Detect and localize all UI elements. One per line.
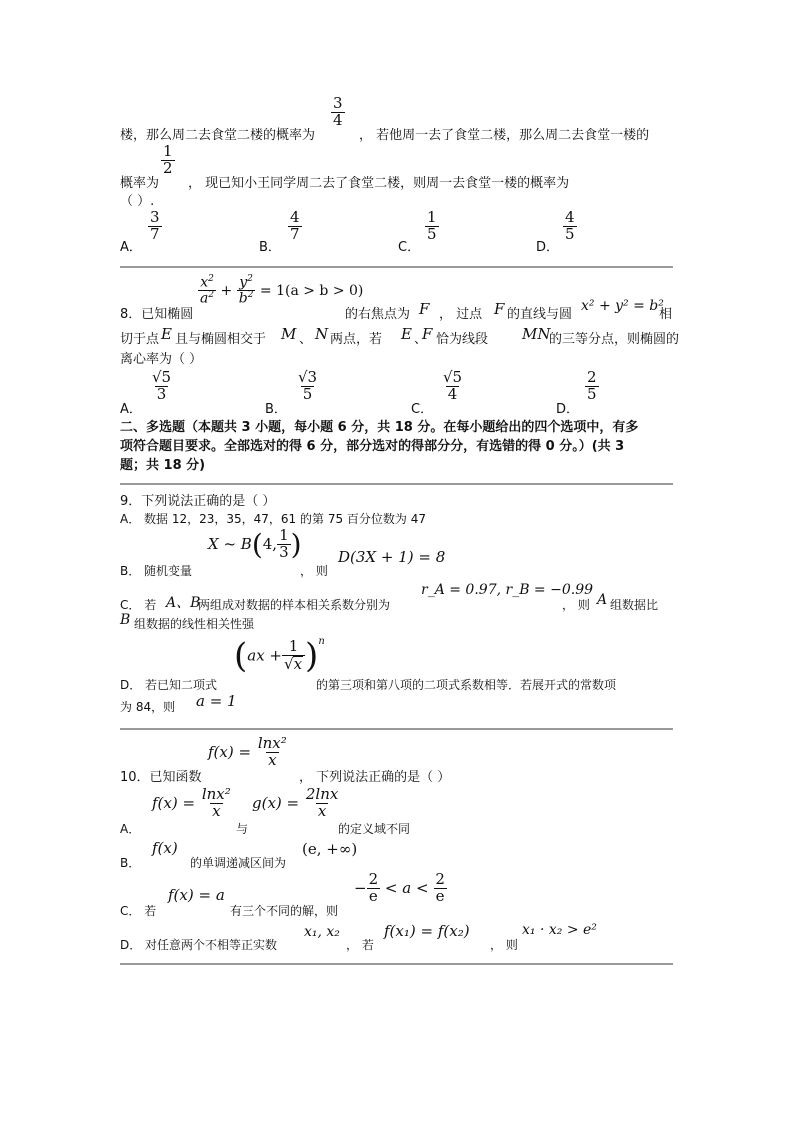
q10-option-a-label: A． — [120, 822, 141, 836]
q8-point-e: E — [161, 325, 172, 343]
q8-t2: ， 过点 — [439, 307, 483, 322]
q9-stem: 9．下列说法正确的是（ ） — [120, 494, 276, 509]
q8-point-n: N — [315, 325, 329, 343]
q7-option-d-value: $\frac{4}{5}$ — [565, 208, 575, 243]
q10-option-d-vars: x₁, x₂ — [304, 924, 340, 940]
q10-option-d-eq: f(x₁) = f(x₂) — [384, 922, 470, 940]
q8-option-d-label: D． — [556, 402, 580, 417]
q9-option-c-a: A — [597, 592, 608, 608]
q7-line2b: ， 现已知小王同学周二去了食堂二楼，则周一去食堂一楼的概率为 — [188, 176, 570, 191]
q9-option-c-end2: 组数据的线性相关性强 — [134, 617, 255, 631]
q10-option-d-mid: ， 若 — [346, 938, 374, 952]
q9-option-b-then: ， 则 — [300, 564, 328, 578]
q8-option-c-label: C． — [411, 402, 434, 417]
q8-focus-f-3: F — [422, 325, 433, 343]
q8-t1: 的右焦点为 — [345, 307, 411, 322]
q9-option-a: A． 数据 12，23，35，47，61 的第 75 百分位数为 47 — [120, 512, 426, 526]
q9-option-b-result: D(3X + 1) = 8 — [338, 548, 446, 566]
q9-option-c-mid: 两组成对数据的样本相关系数分别为 — [198, 598, 391, 612]
q7-option-c-value: $\frac{1}{5}$ — [427, 208, 437, 243]
q8-segment-mn: MN — [522, 325, 551, 343]
q10-option-a-g: g(x) = $\frac{2\ln x}{x}$ — [252, 785, 339, 820]
q10-option-c-eq: f(x) = a — [168, 886, 225, 904]
q8-t4: 相 — [659, 307, 673, 322]
q9-option-c-values: r_A = 0.97, r_B = −0.99 — [421, 582, 594, 598]
q8-prefix: 8．已知椭圆 — [120, 307, 194, 322]
q8-focus-f-2: F — [494, 300, 505, 318]
q8-l2c: 两点，若 — [330, 332, 383, 347]
q10-stem-a: 10．已知函数 — [120, 770, 202, 785]
q9-option-d-mid: 的第三项和第八项的二项式系数相等．若展开式的常数项 — [316, 678, 617, 692]
q7-line3: （ ）. — [120, 194, 155, 209]
q10-option-b-fx: f(x) — [152, 839, 178, 857]
q10-option-d-label: D． 对任意两个不相等正实数 — [120, 938, 278, 952]
q10-option-b-label: B． — [120, 856, 141, 870]
q10-option-b-interval: (e, +∞) — [302, 840, 358, 858]
q9-option-b-label: B． 随机变量 — [120, 564, 193, 578]
q9-option-c-label: C． 若 — [120, 598, 157, 612]
q10-option-d-then: ， 则 — [490, 938, 518, 952]
divider — [120, 266, 673, 268]
q7-option-c-label: C． — [398, 240, 421, 255]
q7-line2a: 概率为 — [120, 176, 160, 191]
q8-ellipse-equation: $\frac{x^2}{a^2}$ + $\frac{y^2}{b^2}$ = 1(a > b > 0) — [200, 274, 364, 307]
section2-line2: 项符合题目要求。全部选对的得 6 分，部分选对的得部分分，有选错的得 0 分。）(共 3 — [120, 439, 625, 454]
q10-option-c-range: − $\frac{2}{e}$ < a < $\frac{2}{e}$ — [354, 870, 445, 905]
q8-point-m: M — [281, 325, 297, 343]
q8-l3: 离心率为（ ） — [120, 352, 203, 367]
q9-option-c-b: B — [120, 612, 131, 628]
section2-line3: 题；共 18 分) — [120, 458, 206, 473]
q8-option-a-label: A． — [120, 402, 142, 417]
q9-option-b-binomial: X ~ B(4, $\frac{1}{3}$ ) — [208, 526, 302, 561]
section2-line1: 二、多选题（本题共 3 小题，每小题 6 分，共 18 分。在每小题给出的四个选项中，有多 — [120, 420, 639, 435]
q8-circle-equation: x² + y² = b² — [581, 298, 664, 314]
q8-option-c-value: $\frac{√5}{4}$ — [443, 368, 463, 403]
q8-l2d: 恰为线段 — [436, 332, 489, 347]
q9-option-c-end: 组数据比 — [610, 598, 659, 612]
q8-l2b: 且与椭圆相交于 — [175, 332, 267, 347]
q9-option-c-ab: A、B — [166, 595, 201, 611]
q8-option-d-value: $\frac{2}{5}$ — [587, 368, 597, 403]
q10-option-b-mid: 的单调递减区间为 — [190, 856, 287, 870]
q10-option-c-mid: 有三个不同的解，则 — [230, 904, 339, 918]
q9-option-d-binomial: (ax + $\frac{1}{√x}$ )$^n$ — [234, 636, 325, 676]
q9-option-d-answer: a = 1 — [196, 692, 237, 710]
q7-frac-3-4: $\frac{3}{4}$ — [333, 94, 343, 129]
q10-option-a-end: 的定义域不同 — [338, 822, 411, 836]
q10-option-d-result: x₁ · x₂ > e² — [522, 922, 597, 938]
q8-focus-f: F — [419, 300, 430, 318]
q8-option-b-value: $\frac{√3}{5}$ — [298, 368, 318, 403]
q7-line1b: ， 若他周一去了食堂二楼，那么周二去食堂一楼的 — [359, 128, 650, 143]
q7-line1: 楼，那么周二去食堂二楼的概率为 — [120, 128, 316, 143]
q9-option-c-then: ， 则 — [562, 598, 590, 612]
q8-sep2: 、 — [414, 332, 428, 347]
q8-option-b-label: B． — [265, 402, 287, 417]
q8-sep1: 、 — [299, 332, 313, 347]
divider — [120, 483, 673, 485]
q7-option-a-label: A． — [120, 240, 142, 255]
q8-l2e: 的三等分点，则椭圆的 — [549, 332, 680, 347]
q10-stem-b: ， 下列说法正确的是（ ） — [299, 770, 451, 785]
q7-option-b-label: B． — [259, 240, 281, 255]
q10-option-c-label: C． 若 — [120, 904, 157, 918]
q7-option-a-value: $\frac{3}{7}$ — [150, 208, 160, 243]
divider — [120, 728, 673, 730]
q9-option-d-label: D． 若已知二项式 — [120, 678, 218, 692]
q10-option-a-mid: 与 — [236, 822, 249, 836]
q9-option-d-line2: 为 84，则 — [120, 700, 176, 714]
q8-point-e-2: E — [401, 325, 412, 343]
q8-t3: 的直线与圆 — [507, 307, 573, 322]
q10-option-a-f: f(x) = $\frac{\text{lnx²}}{x}$ — [152, 785, 231, 820]
q7-frac-1-2: $\frac{1}{2}$ — [163, 142, 173, 177]
q10-function-def: f(x) = $\frac{\text{lnx²}}{x}$ — [208, 734, 287, 769]
q8-option-a-value: $\frac{√5}{3}$ — [152, 368, 172, 403]
q7-option-d-label: D． — [536, 240, 560, 255]
divider — [120, 963, 673, 965]
q8-l2a: 切于点 — [120, 332, 160, 347]
q7-option-b-value: $\frac{4}{7}$ — [290, 208, 300, 243]
